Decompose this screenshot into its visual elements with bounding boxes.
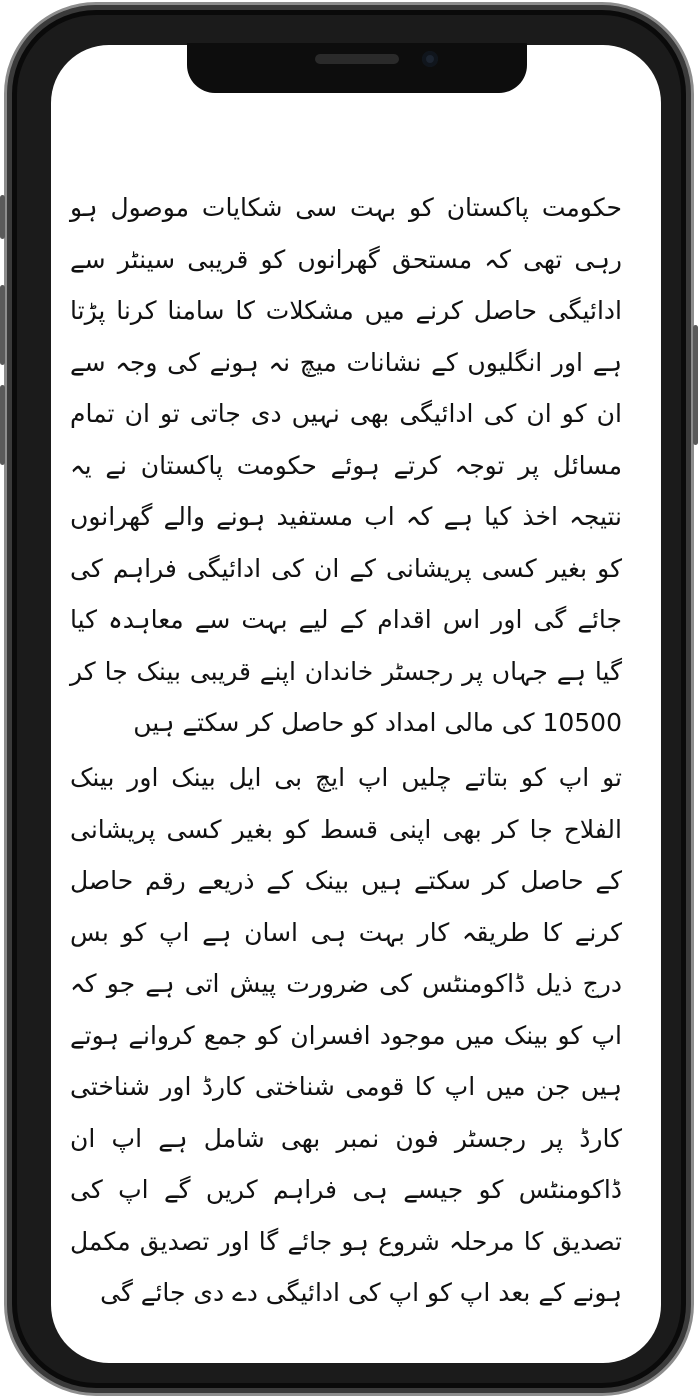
article-paragraph-2: تو اپ کو بتاتے چلیں اپ ایچ بی ایل بینک اور بینک الفلاح جا کر بھی اپنی قسط کو بغیر کسی پریشانی کے حاصل کر سکتے ہیں بینک کے ذریعے رقم حاصل کرنے کا طریقہ کار بہت ہی اسان ہے اپ کو بس درج ذیل ڈاکومنٹس کی ضرورت پیش اتی ہے جو کہ اپ کو بینک میں موجود افسران کو جمع کروانے ہوتے ہیں جن میں اپ کا قومی شناختی کارڈ اور شناختی کارڈ پر رجسٹر فون نمبر بھی شامل ہے اپ ان ڈاکومنٹس کو جیسے ہی فراہم کریں گے اپ کی تصدیق کا مرحلہ شروع ہو جائے گا اور تصدیق مکمل ہونے کے بعد اپ کو اپ کی ادائیگی دے دی جائے گی — [70, 763, 622, 1307]
volume-down-button — [0, 385, 5, 465]
speaker-grille — [315, 54, 399, 64]
notch — [187, 43, 527, 93]
volume-up-button — [0, 285, 5, 365]
mute-switch — [0, 195, 5, 239]
power-button — [693, 325, 698, 445]
article-paragraph-1: حکومت پاکستان کو بہت سی شکایات موصول ہو رہی تھی کہ مستحق گھرانوں کو قریبی سینٹر سے ادائیگی حاصل کرنے میں مشکلات کا سامنا کرنا پڑتا ہے اور انگلیوں کے نشانات میچ نہ ہونے کی وجہ سے ان کو ان کی ادائیگی بھی نہیں دی جاتی تو ان تمام مسائل پر توجہ کرتے ہوئے حکومت پاکستان نے یہ نتیجہ اخذ کیا ہے کہ اب مستفید ہونے والے گھرانوں کو بغیر کسی پریشانی کے ان کی ادائیگی فراہم کی جائے گی اور اس اقدام کے لیے بہت سے معاہدہ کیا گیا ہے جہاں پر رجسٹر خاندان اپنے قریبی بینک جا کر 10500 کی مالی امداد کو حاصل کر سکتے ہیں — [70, 193, 622, 737]
front-camera — [422, 51, 438, 67]
